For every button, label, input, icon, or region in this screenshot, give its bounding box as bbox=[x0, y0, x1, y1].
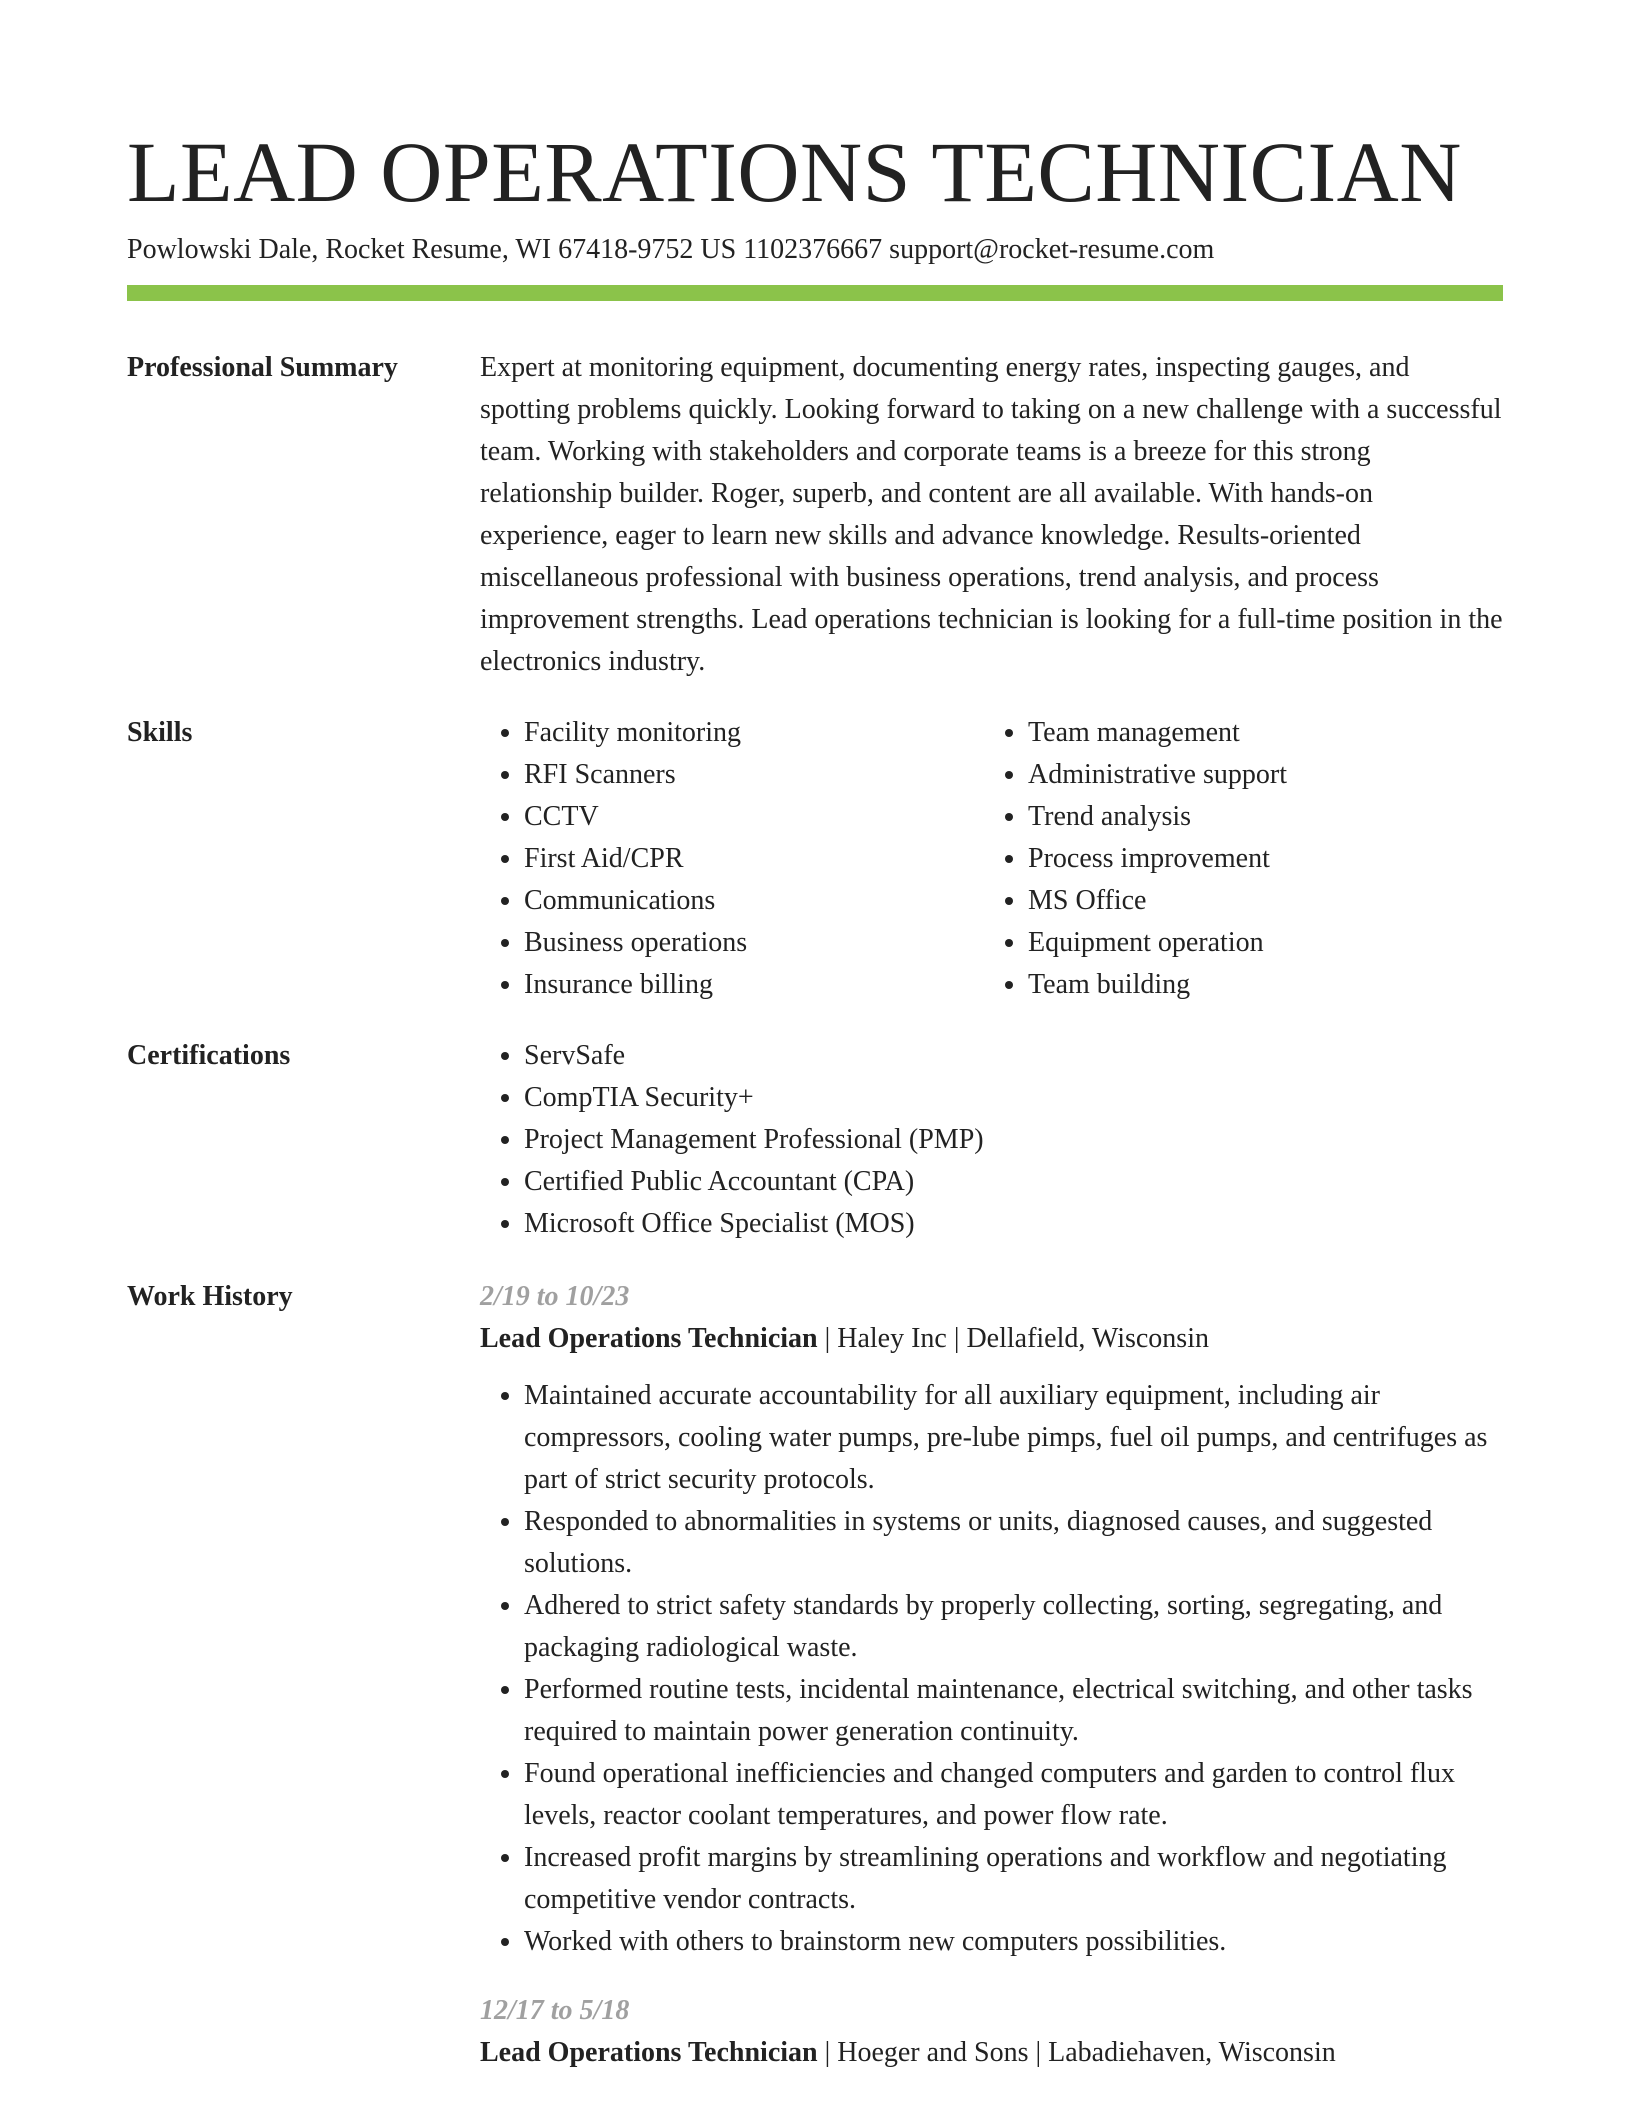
skill-item: • Team building bbox=[1028, 964, 1488, 1006]
work-history-body-2 bbox=[480, 1990, 1503, 2089]
job-title: Lead Operations Technician bbox=[480, 2037, 818, 2068]
contact-line: Powlowski Dale, Rocket Resume, WI 67418-9752 US 1102376667 support@rocket-resume.com bbox=[127, 234, 1215, 265]
job-employer-location: | Haley Inc | Dellafield, Wisconsin bbox=[817, 1323, 1209, 1354]
job-duty-item: • Worked with others to brainstorm new computers possibilities. bbox=[524, 1921, 1503, 1963]
certifications-list bbox=[480, 1035, 1503, 1245]
skill-item: • Trend analysis bbox=[1028, 796, 1488, 838]
skill-item: • CCTV bbox=[524, 796, 984, 838]
skills-list-right bbox=[984, 712, 1488, 1006]
skill-item: • RFI Scanners bbox=[524, 754, 984, 796]
skill-item: • MS Office bbox=[1028, 880, 1488, 922]
skill-item: • Facility monitoring bbox=[524, 712, 984, 754]
job-dates: 12/17 to 5/18 bbox=[480, 1995, 630, 2026]
skill-item: • Insurance billing bbox=[524, 964, 984, 1006]
skills-column-left bbox=[480, 712, 984, 1006]
job-duties-list bbox=[480, 1375, 1503, 1963]
accent-divider bbox=[127, 285, 1503, 301]
job-dates: 2/19 to 10/23 bbox=[480, 1281, 630, 1312]
resume-title: LEAD OPERATIONS TECHNICIAN bbox=[127, 124, 1462, 220]
skill-item: • Business operations bbox=[524, 922, 984, 964]
skills-columns bbox=[480, 712, 1503, 1006]
skill-item: • Equipment operation bbox=[1028, 922, 1488, 964]
job-entry bbox=[480, 1990, 1503, 2074]
skill-item: • Communications bbox=[524, 880, 984, 922]
summary-heading: Professional Summary bbox=[127, 352, 398, 383]
work-history-body bbox=[480, 1276, 1503, 1963]
skill-item: • Team management bbox=[1028, 712, 1488, 754]
skills-column-right bbox=[984, 712, 1488, 1006]
certifications-heading: Certifications bbox=[127, 1040, 291, 1071]
job-employer-location: | Hoeger and Sons | Labadiehaven, Wisconsin bbox=[817, 2037, 1336, 2068]
job-duty-item: • Maintained accurate accountability for all auxiliary equipment, including air compressors, cooling water pumps, pre-lube pimps, fuel oil pumps, and centrifuges as part of strict security protocols. bbox=[524, 1375, 1503, 1501]
certifications-body bbox=[480, 1035, 1503, 1245]
skill-item: • Administrative support bbox=[1028, 754, 1488, 796]
certification-item: • Project Management Professional (PMP) bbox=[524, 1119, 1503, 1161]
job-duty-item: • Performed routine tests, incidental maintenance, electrical switching, and other tasks required to maintain power generation continuity. bbox=[524, 1669, 1503, 1753]
certification-item: • Microsoft Office Specialist (MOS) bbox=[524, 1203, 1503, 1245]
job-duty-item: • Adhered to strict safety standards by properly collecting, sorting, segregating, and packaging radiological waste. bbox=[524, 1585, 1503, 1669]
skills-body bbox=[480, 712, 1503, 1006]
job-entry bbox=[480, 1276, 1503, 1963]
skills-heading: Skills bbox=[127, 717, 193, 748]
certification-item: • Certified Public Accountant (CPA) bbox=[524, 1161, 1503, 1203]
certification-item: • ServSafe bbox=[524, 1035, 1503, 1077]
summary-text: Expert at monitoring equipment, documenting energy rates, inspecting gauges, and spotting problems quickly. Looking forward to taking on a new challenge with a successful team. Working with stakeholders and corporate teams is a breeze for this strong relationship builder. Roger, superb, and content are all available. With hands-on experience, eager to learn new skills and advance knowledge. Results-oriented miscellaneous professional with business operations, trend analysis, and process improvement strengths. Lead operations technician is looking for a full-time position in the electronics industry. bbox=[480, 352, 1503, 677]
job-heading bbox=[480, 1318, 1503, 1360]
job-duty-item: • Increased profit margins by streamlining operations and workflow and negotiating competitive vendor contracts. bbox=[524, 1837, 1503, 1921]
skills-list-left bbox=[480, 712, 984, 1006]
work-history-heading: Work History bbox=[127, 1281, 293, 1312]
job-duty-item: • Responded to abnormalities in systems or units, diagnosed causes, and suggested solutions. bbox=[524, 1501, 1503, 1585]
job-heading bbox=[480, 2032, 1503, 2074]
skill-item: • Process improvement bbox=[1028, 838, 1488, 880]
summary-body bbox=[480, 347, 1503, 683]
certification-item: • CompTIA Security+ bbox=[524, 1077, 1503, 1119]
job-duty-item: • Found operational inefficiencies and changed computers and garden to control flux levels, reactor coolant temperatures, and power flow rate. bbox=[524, 1753, 1503, 1837]
skill-item: • First Aid/CPR bbox=[524, 838, 984, 880]
job-title: Lead Operations Technician bbox=[480, 1323, 818, 1354]
